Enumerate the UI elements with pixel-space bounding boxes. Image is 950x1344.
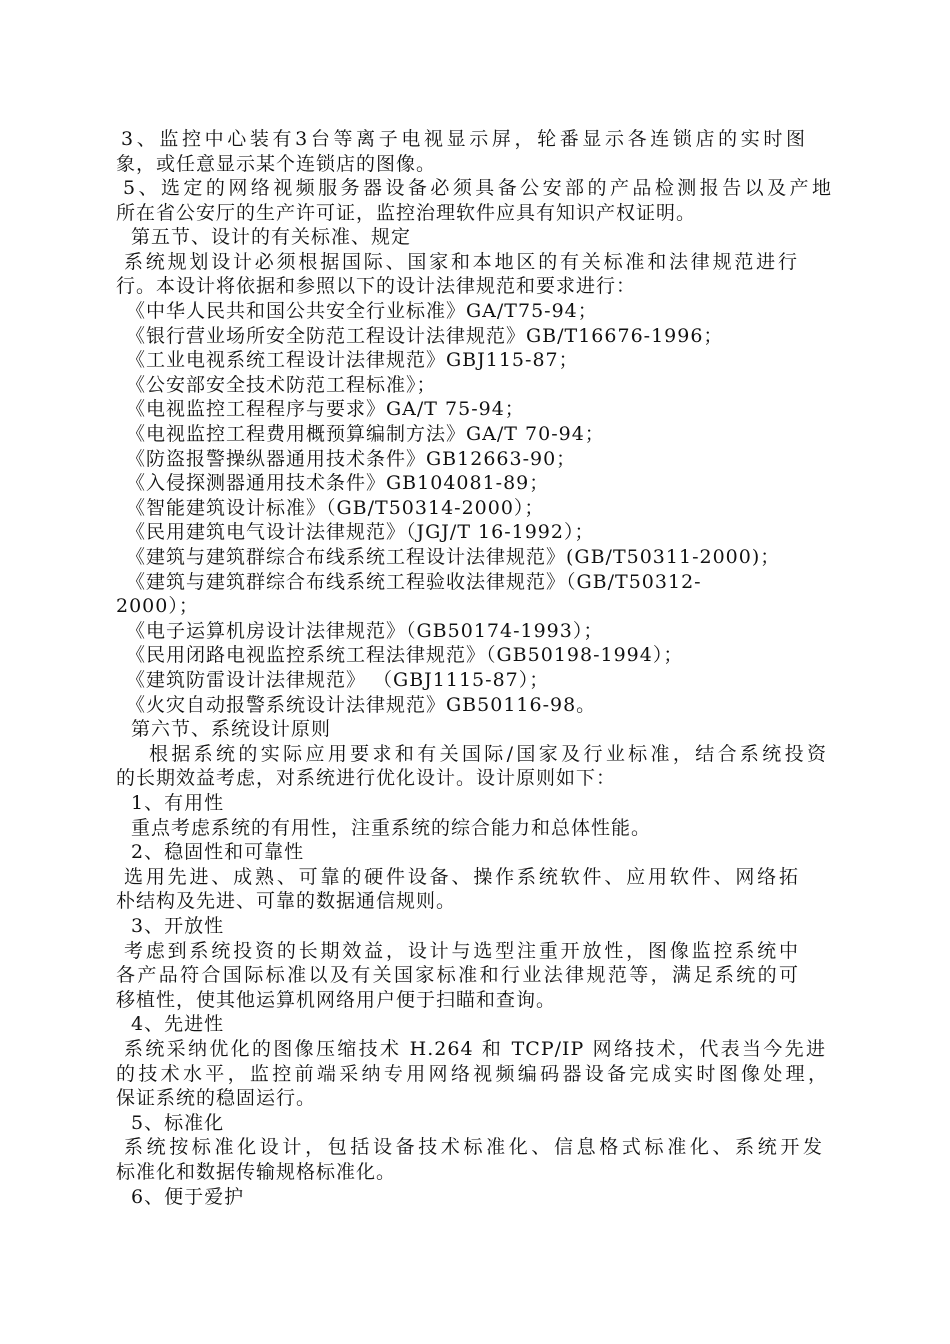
subsection-heading: 4、先进性: [131, 1013, 225, 1035]
paragraph-line: 根据系统的实际应用要求和有关国际/国家及行业标准，结合系统投资: [149, 743, 827, 765]
standard-item: 《建筑与建筑群综合布线系统工程设计法律规范》(GB/T50311-2000)；: [126, 546, 781, 568]
standard-item: 《民用建筑电气设计法律规范》（JGJ/T 16-1992）；: [126, 521, 595, 543]
standard-item: 《民用闭路电视监控系统工程法律规范》（GB50198-1994）；: [126, 644, 684, 666]
paragraph-line: 行。本设计将依据和参照以下的设计法律规范和要求进行：: [116, 275, 637, 297]
subsection-heading: 1、有用性: [131, 792, 225, 814]
standard-item: 《中华人民共和国公共安全行业标准》GA/T75-94；: [126, 300, 598, 322]
standard-item: 《银行营业场所安全防范工程设计法律规范》GB/T16676-1996；: [126, 325, 724, 347]
standard-item: 《电视监控工程费用概预算编制方法》GA/T 70-94；: [126, 423, 605, 445]
standard-item: 《建筑防雷设计法律规范》 （GBJ1115-87）；: [126, 669, 550, 691]
standard-item: 《入侵探测器通用技术条件》GB104081-89；: [126, 472, 550, 494]
standard-item: 《电视监控工程程序与要求》GA/T 75-94；: [126, 398, 525, 420]
paragraph-line: 5、选定的网络视频服务器设备必须具备公安部的产品检测报告以及产地: [123, 177, 832, 199]
paragraph-line: 3、监控中心装有3台等离子电视显示屏，轮番显示各连锁店的实时图: [121, 128, 806, 150]
standard-item: 《工业电视系统工程设计法律规范》GBJ115-87；: [126, 349, 579, 371]
paragraph-line: 朴结构及先进、可靠的数据通信规则。: [116, 890, 457, 912]
paragraph-line: 各产品符合国际标准以及有关国家标准和行业法律规范等，满足系统的可: [116, 964, 799, 986]
paragraph-line: 系统规划设计必须根据国际、国家和本地区的有关标准和法律规范进行: [124, 251, 798, 273]
paragraph-line: 移植性，使其他运算机网络用户便于扫瞄和查询。: [116, 989, 557, 1011]
standard-item: 《电子运算机房设计法律规范》（GB50174-1993）；: [126, 620, 604, 642]
subsection-heading: 2、稳固性和可靠性: [131, 841, 305, 863]
paragraph-line: 系统采纳优化的图像压缩技术 H.264 和 TCP/IP 网络技术，代表当今先进: [124, 1038, 826, 1060]
paragraph-line: 考虑到系统投资的长期效益，设计与选型注重开放性，图像监控系统中: [124, 940, 799, 962]
subsection-heading: 5、标准化: [131, 1112, 225, 1134]
standard-item: 《智能建筑设计标准》（GB/T50314-2000）；: [126, 497, 545, 519]
paragraph-line: 重点考虑系统的有用性，注重系统的综合能力和总体性能。: [131, 817, 652, 839]
paragraph-line: 系统按标准化设计，包括设备技术标准化、信息格式标准化、系统开发: [124, 1136, 823, 1158]
standard-item: 2000）；: [116, 595, 199, 617]
subsection-heading: 3、开放性: [131, 915, 225, 937]
paragraph-line: 所在省公安厅的生产许可证，监控治理软件应具有知识产权证明。: [116, 202, 697, 224]
section-heading: 第六节、系统设计原则: [131, 718, 332, 740]
standard-item: 《防盗报警操纵器通用技术条件》GB12663-90；: [126, 448, 577, 470]
standard-item: 《火灾自动报警系统设计法律规范》GB50116-98。: [126, 694, 597, 716]
paragraph-line: 的技术水平，监控前端采纳专用网络视频编码器设备完成实时图像处理，: [116, 1063, 828, 1085]
paragraph-line: 的长期效益考虑，对系统进行优化设计。设计原则如下：: [116, 767, 617, 789]
paragraph-line: 选用先进、成熟、可靠的硬件设备、操作系统软件、应用软件、网络拓: [124, 866, 799, 888]
standard-item: 《公安部安全技术防范工程标准》；: [126, 374, 437, 396]
subsection-heading: 6、便于爱护: [131, 1186, 245, 1208]
section-heading: 第五节、设计的有关标准、规定: [131, 226, 412, 248]
paragraph-line: 象，或任意显示某个连锁店的图像。: [116, 153, 437, 175]
paragraph-line: 标准化和数据传输规格标准化。: [116, 1161, 397, 1183]
standard-item: 《建筑与建筑群综合布线系统工程验收法律规范》（GB/T50312-: [126, 571, 702, 593]
paragraph-line: 保证系统的稳固运行。: [116, 1087, 317, 1109]
